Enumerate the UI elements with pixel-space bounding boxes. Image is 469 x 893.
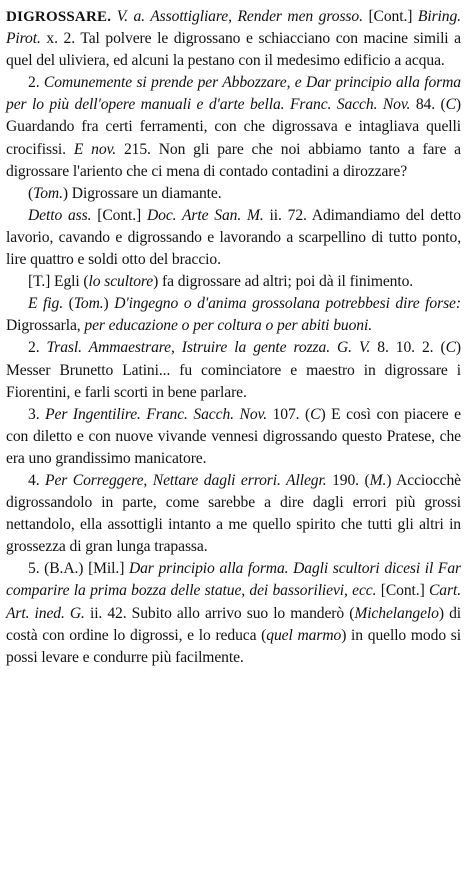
text-segment: x. 2. Tal polvere le digrossano e schiacciano con macine simili a quel del uliviera, ed alcuni la pestano con il medesimo edificio a acqua.: [6, 30, 461, 70]
text-segment: 3.: [28, 405, 46, 423]
text-segment: ) Acciocchè digrossandolo in parte, come sarebbe a dire dagli errori più grossi nettandolo, ella assottigli intanto a me quello spirito che tutti gli altri in grossezza di gran lunga trapassa.: [6, 471, 461, 556]
italic-text-segment: D'ingegno o d'anima grossolana potrebbesi dire forse:: [114, 295, 461, 313]
text-segment: [Cont.]: [376, 582, 429, 600]
italic-text-segment: M.: [369, 471, 387, 489]
text-segment: (: [63, 295, 74, 313]
italic-text-segment: Dar principio alla forma. Dagli scultori dicesi il Far comparire la prima bozza delle statue, dei bassorilievi, ecc.: [6, 560, 461, 600]
italic-text-segment: Per Ingentilire. Franc. Sacch. Nov.: [45, 405, 267, 423]
italic-text-segment: lo scultore: [88, 273, 154, 291]
entry-paragraph: [6, 72, 461, 182]
italic-text-segment: V. a. Assottigliare, Render men grosso.: [116, 8, 363, 25]
text-segment: ) Guardando fra certi ferramenti, con che digrossava e intagliava quelli crocifissi.: [6, 96, 461, 158]
italic-text-segment: Trasl. Ammaestrare, Istruire la gente rozza. G. V.: [46, 339, 371, 357]
italic-text-segment: C: [445, 96, 456, 114]
italic-text-segment: Tom.: [33, 184, 63, 202]
text-segment: (: [28, 184, 34, 202]
entry-paragraph: [6, 183, 461, 205]
entry-paragraph: [6, 470, 461, 558]
dictionary-entry-digrossare: [6, 6, 461, 669]
italic-text-segment: quel marmo: [266, 626, 342, 644]
entry-paragraph: [6, 6, 461, 72]
text-segment: ) Digrossare un diamante.: [62, 184, 222, 202]
italic-text-segment: Doc. Arte San. M.: [146, 206, 264, 224]
entry-paragraph: [6, 337, 461, 403]
entry-paragraph: [6, 558, 461, 668]
text-segment: ) di costà con ordine lo digrossi, e lo reduca (: [6, 604, 461, 644]
entry-paragraph: [6, 271, 461, 293]
italic-text-segment: C: [310, 405, 321, 423]
italic-text-segment: C: [445, 339, 456, 357]
text-segment: [Cont.]: [362, 8, 418, 25]
italic-text-segment: per educazione o per coltura o per abiti buoni.: [84, 317, 373, 335]
text-segment: [T.] Egli (: [28, 273, 89, 291]
italic-text-segment: Cart. Art. ined. G.: [6, 582, 461, 622]
italic-text-segment: Detto ass.: [28, 206, 92, 224]
entry-paragraph: [6, 205, 461, 271]
text-segment: ) Messer Brunetto Latini... fu cominciatore e maestro in digrossare i Fiorentini, e farli scorti in bene parlare.: [6, 339, 461, 401]
text-segment: 5. (B.A.) [Mil.]: [28, 560, 129, 578]
text-segment: ii. 42. Subito allo arrivo suo lo manderò (: [84, 604, 355, 622]
text-segment: 107. (: [267, 405, 311, 423]
text-segment: 2.: [28, 74, 44, 92]
text-segment: ) in quello modo si possi levare e condurre più facilmente.: [6, 626, 461, 666]
italic-text-segment: Tom.: [73, 295, 104, 313]
entry-paragraph: [6, 293, 461, 337]
text-segment: Digrossarla,: [6, 317, 85, 335]
entry-paragraph: [6, 404, 461, 470]
text-segment: 8. 10. 2. (: [370, 339, 446, 357]
text-segment: ) E così con piacere e con diletto e con nuove vivande vennesi digrossando questo Pratese, che era uno grandissimo manicatore.: [6, 405, 461, 467]
italic-text-segment: Per Correggere, Nettare dagli errori. Allegr.: [45, 471, 327, 489]
text-segment: ) fa digrossare ad altri; poi dà il finimento.: [153, 273, 414, 291]
text-segment: 215. Non gli pare che noi abbiamo tanto a fare a digrossare l'ariento che ci mena di contado contadini a dirozzare?: [6, 140, 461, 180]
text-segment: 84. (: [410, 96, 446, 114]
entry-headword: DIGROSSARE.: [6, 9, 112, 25]
text-segment: 190. (: [326, 471, 370, 489]
italic-text-segment: Michelangelo: [354, 604, 439, 622]
italic-text-segment: Comunemente si prende per Abbozzare, e Dar principio alla forma per lo più dell'opere manuali e d'arte bella. Franc. Sacch. Nov.: [6, 74, 461, 114]
italic-text-segment: E nov.: [73, 140, 117, 158]
text-segment: ): [103, 295, 115, 313]
text-segment: 2.: [28, 339, 47, 357]
text-segment: 4.: [28, 471, 46, 489]
italic-text-segment: Biring. Pirot.: [6, 8, 461, 48]
text-segment: ii. 72. Adimandiamo del detto lavorio, cavando e digrossando e lavorando a scarpellino di tutto ponto, lire quattro e soldi otto del braccio.: [6, 206, 461, 269]
italic-text-segment: E fig.: [28, 295, 64, 313]
text-segment: [Cont.]: [91, 206, 147, 224]
